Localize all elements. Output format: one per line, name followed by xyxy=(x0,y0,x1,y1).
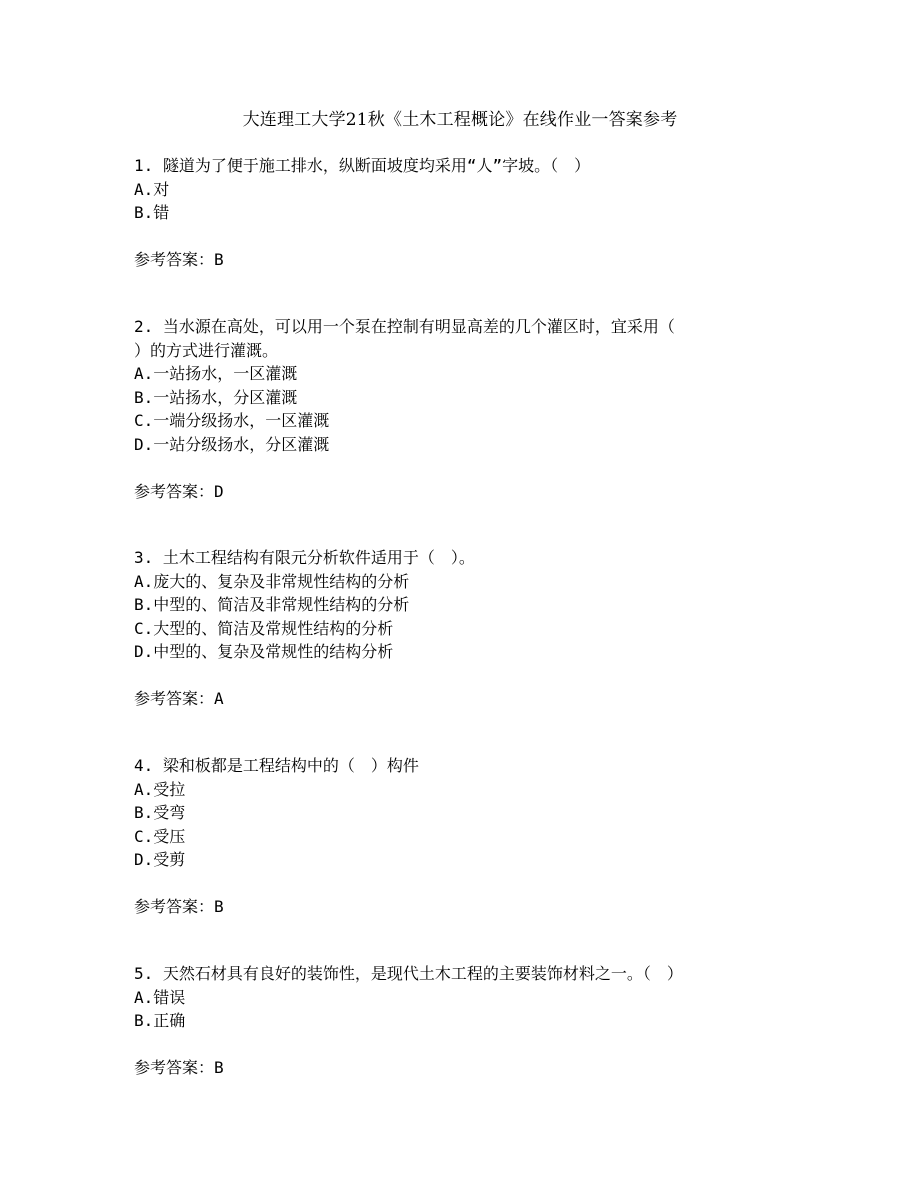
answer-value: B xyxy=(214,897,224,916)
question-5 xyxy=(134,962,774,1080)
option-a: A.受拉 xyxy=(134,779,186,799)
question-stem: 4. 梁和板都是工程结构中的（ ）构件 xyxy=(134,756,419,775)
option-b: B.一站扬水，分区灌溉 xyxy=(134,387,298,407)
question-stem: 3. 土木工程结构有限元分析软件适用于（ ）。 xyxy=(134,548,475,567)
answer-label: 参考答案： xyxy=(134,481,215,501)
answer-value: B xyxy=(214,1058,224,1077)
answer-line xyxy=(134,248,774,272)
question-stem: 2. 当水源在高处，可以用一个泵在控制有明显高差的几个灌区时，宜采用（ xyxy=(134,317,675,336)
answer-value: B xyxy=(214,250,224,269)
option-c: C.受压 xyxy=(134,826,186,846)
document-title: 大连理工大学21秋《土木工程概论》在线作业一答案参考 xyxy=(242,110,678,130)
option-d: D.中型的、复杂及常规性的结构分析 xyxy=(134,642,394,661)
option-b: B.受弯 xyxy=(134,803,186,822)
question-stem: 5. 天然石材具有良好的装饰性，是现代土木工程的主要装饰材料之一。（ ） xyxy=(134,964,683,983)
option-a: A.庞大的、复杂及非常规性结构的分析 xyxy=(134,571,410,591)
option-c: C.大型的、简洁及常规性结构的分析 xyxy=(134,618,394,638)
option-a: A.一站扬水，一区灌溉 xyxy=(134,364,298,383)
question-stem: 1. 隧道为了便于施工排水，纵断面坡度均采用“人”字坡。（ ） xyxy=(134,156,591,175)
option-d: D.一站分级扬水，分区灌溉 xyxy=(134,434,330,454)
question-3 xyxy=(134,546,774,711)
option-b: B.中型的、简洁及非常规性结构的分析 xyxy=(134,595,410,614)
option-c: C.一端分级扬水，一区灌溉 xyxy=(134,411,330,430)
answer-value: A xyxy=(214,689,224,708)
answer-label: 参考答案： xyxy=(134,250,215,269)
answer-line xyxy=(134,895,774,919)
question-stem-continued: ）的方式进行灌溉。 xyxy=(134,340,279,360)
question-2 xyxy=(134,315,774,503)
answer-label: 参考答案： xyxy=(134,1058,215,1077)
option-d: D.受剪 xyxy=(134,850,186,869)
answer-value: D xyxy=(214,481,224,501)
answer-line xyxy=(134,480,774,504)
option-a: A.对 xyxy=(134,179,170,199)
answer-label: 参考答案： xyxy=(134,897,215,916)
option-a: A.错误 xyxy=(134,987,186,1007)
question-1 xyxy=(134,154,774,272)
question-4 xyxy=(134,754,774,919)
answer-line xyxy=(134,1056,774,1080)
answer-label: 参考答案： xyxy=(134,689,215,708)
answer-line xyxy=(134,687,774,711)
option-b: B.错 xyxy=(134,203,170,222)
option-b: B.正确 xyxy=(134,1011,186,1030)
